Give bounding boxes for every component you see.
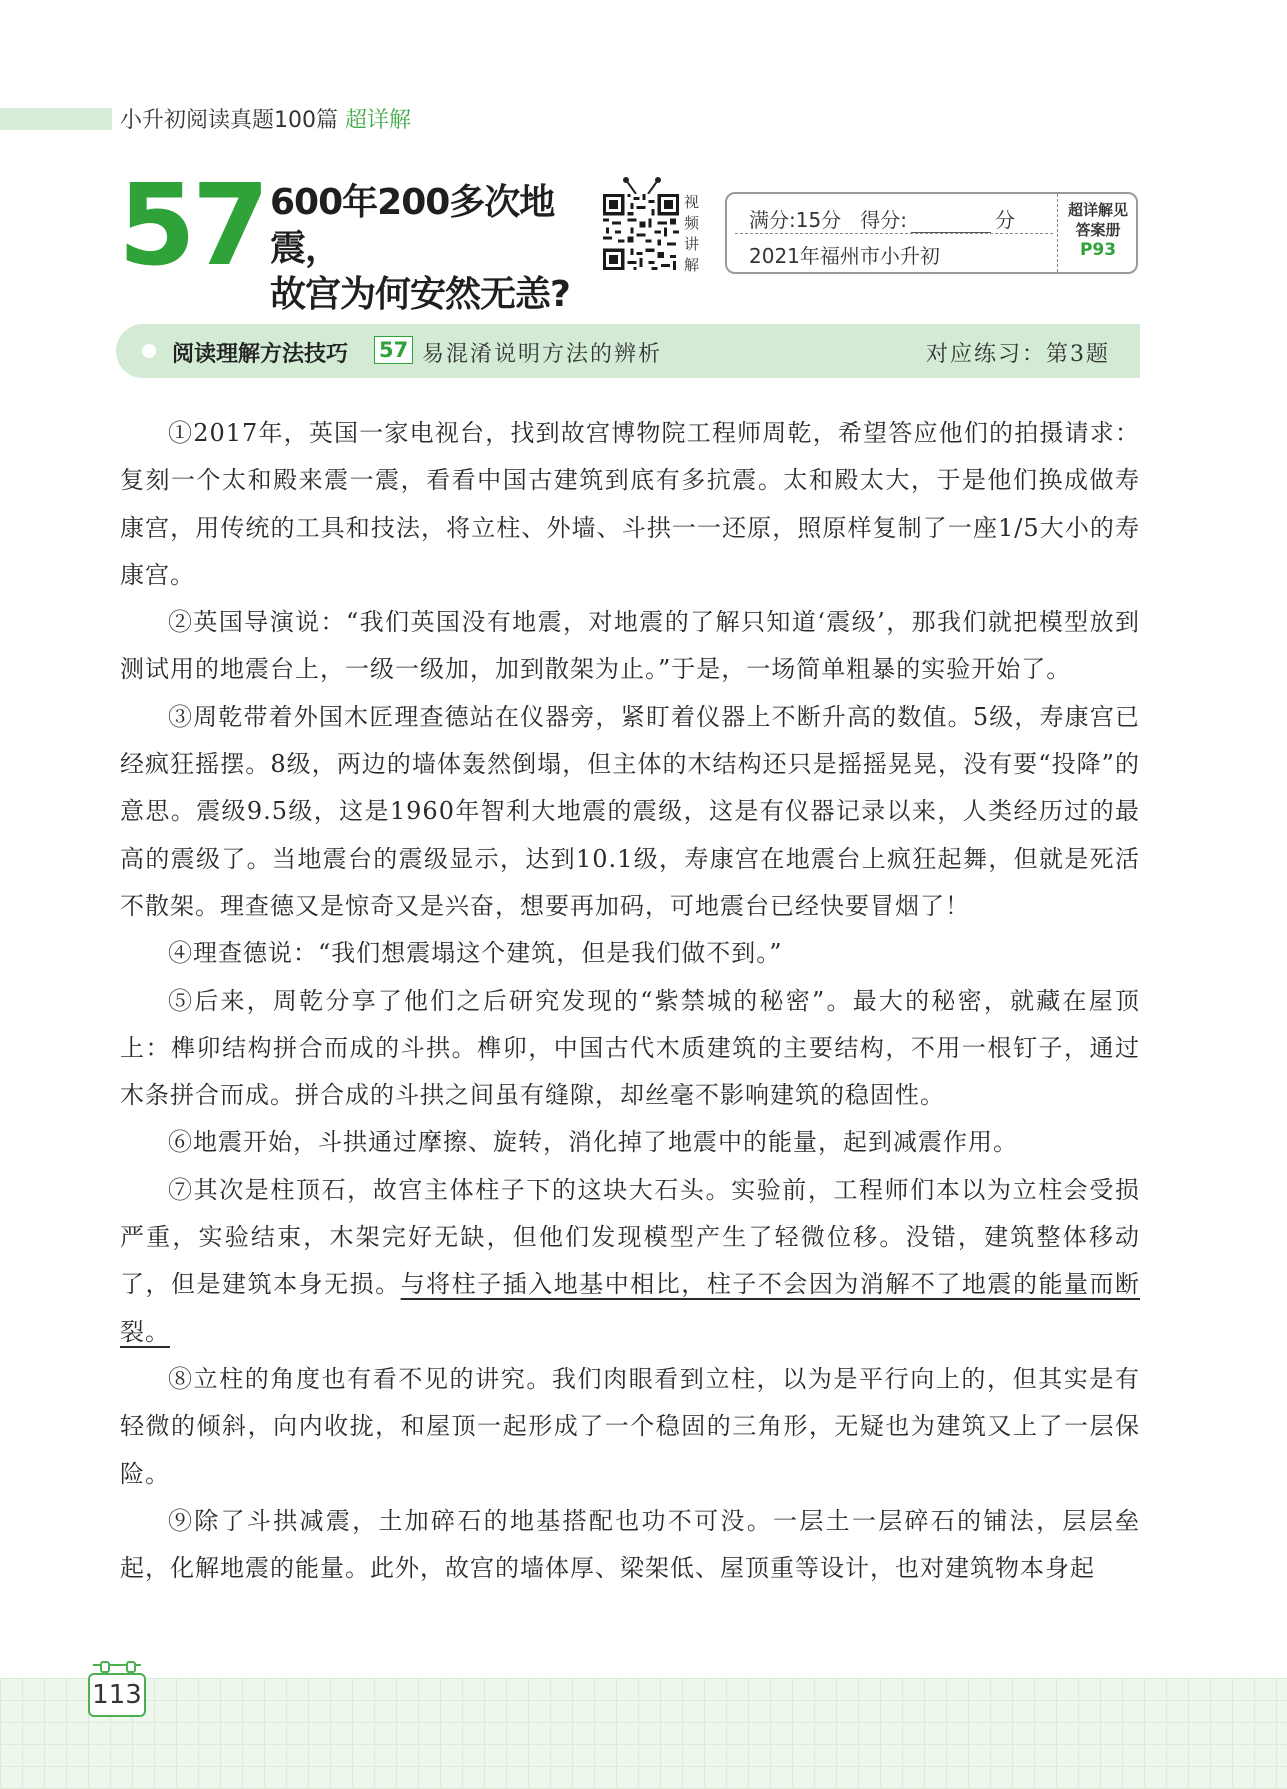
paragraph-4: ④理查德说：“我们想震塌这个建筑，但是我们做不到。” xyxy=(168,939,783,968)
calendar-ring-icon xyxy=(100,1661,110,1673)
bullet-dot-icon xyxy=(142,344,156,358)
page-number: 113 xyxy=(88,1673,146,1717)
paragraph-9: ⑨除了斗拱减震，土加碎石的地基搭配也功不可没。一层土一层碎石的铺法，层层垒起，化解地震的能量。此外，故宫的墙体厚、梁架低、屋顶重等设计，也对建筑物本身起 xyxy=(120,1506,1140,1583)
paragraph-7-text: ⑦其次是柱顶石，故宫主体柱子下的这块大石头。实验前，工程师们本以为立柱会受损严重，实验结束，木架完好无缺，但他们发现模型产生了轻微位移。没错，建筑整体移动了，但是建筑本身无损。 xyxy=(120,1175,1140,1299)
lesson-title-line1: 600年200多次地震， xyxy=(270,182,555,269)
answer-ref xyxy=(1059,200,1137,260)
header-band xyxy=(0,108,112,130)
paragraph-6: ⑥地震开始，斗拱通过摩擦、旋转，消化掉了地震中的能量，起到减震作用。 xyxy=(168,1128,1018,1157)
score-info-left xyxy=(727,194,1057,272)
book-title-highlight: 超详解 xyxy=(345,108,412,133)
score-info-box xyxy=(725,192,1138,274)
qr-label-char: 频 xyxy=(684,214,700,232)
calendar-ring-icon xyxy=(126,1661,136,1673)
score-blank[interactable] xyxy=(911,214,991,233)
book-title xyxy=(120,103,411,134)
method-label: 阅读理解方法技巧 xyxy=(172,342,349,367)
method-number: 57 xyxy=(374,336,413,364)
paragraph-2: ②英国导演说：“我们英国没有地震，对地震的了解只知道‘震级’，那我们就把模型放到测试用的地震台上，一级一级加，加到散架为止。”于是，一场简单粗暴的实验开始了。 xyxy=(120,608,1140,684)
lesson-number: 57 xyxy=(118,161,266,291)
method-bar xyxy=(116,324,1140,378)
answer-ref-page: P93 xyxy=(1079,240,1117,260)
answer-ref-line2: 答案册 xyxy=(1075,221,1121,239)
underlined-sentence: 与将柱子插入地基中相比，柱子不会因为消解不了地震的能量而断裂。 xyxy=(120,1270,1140,1346)
method-practice: 对应练习：第3题 xyxy=(926,342,1110,367)
info-vertical-divider xyxy=(1057,194,1058,272)
grid-footer xyxy=(0,1678,1287,1789)
qr-label-char: 讲 xyxy=(684,235,700,253)
paragraph-8: ⑧立柱的角度也有看不见的讲究。我们肉眼看到立柱，以为是平行向上的，但其实是有轻微的倾斜，向内收拢，和屋顶一起形成了一个稳固的三角形，无疑也为建筑又上了一层保险。 xyxy=(120,1364,1140,1488)
article-body xyxy=(120,410,1140,1592)
score-unit: 分 xyxy=(995,208,1016,232)
lesson-title xyxy=(270,180,600,318)
qr-label-char: 解 xyxy=(684,256,700,274)
source-label: 2021年福州市小升初 xyxy=(749,244,940,268)
paragraph-5: ⑤后来，周乾分享了他们之后研究发现的“紫禁城的秘密”。最大的秘密，就藏在屋顶上：榫卯结构拼合而成的斗拱。榫卯，中国古代木质建筑的主要结构，不用一根钉子，通过木条拼合而成。拼合成的斗拱之间虽有缝隙，却丝毫不影响建筑的稳固性。 xyxy=(120,986,1140,1110)
full-score-label: 满分:15分 xyxy=(749,208,842,232)
lesson-title-line2: 故宫为何安然无恙? xyxy=(270,274,570,315)
paragraph-3: ③周乾带着外国木匠理查德站在仪器旁，紧盯着仪器上不断升高的数值。5级，寿康宫已经疯狂摇摆。8级，两边的墙体轰然倒塌，但主体的木结构还只是摇摇晃晃，没有要“投降”的意思。震级9.5级，这是1960年智利大地震的震级，这是有仪器记录以来，人类经历过的最高的震级了。当地震台的震级显示，达到10.1级，寿康宫在地震台上疯狂起舞，但就是死活不散架。理查德又是惊奇又是兴奋，想要再加码，可地震台已经快要冒烟了！ xyxy=(120,702,1140,920)
book-title-main: 小升初阅读真题100篇 xyxy=(120,108,338,133)
paragraph-1: ①2017年，英国一家电视台，找到故宫博物院工程师周乾，希望答应他们的拍摄请求：复刻一个太和殿来震一震，看看中国古建筑到底有多抗震。太和殿太大，于是他们换成做寿康宫，用传统的工具和技法，将立柱、外墙、斗拱一一还原，照原样复制了一座1/5大小的寿康宫。 xyxy=(120,419,1140,589)
answer-ref-line1: 超详解见 xyxy=(1067,201,1128,219)
got-score-label: 得分: xyxy=(860,208,908,232)
qr-code-icon[interactable] xyxy=(603,192,679,272)
qr-label-char: 视 xyxy=(684,193,700,211)
qr-label xyxy=(684,192,706,276)
score-row xyxy=(749,204,1015,233)
paragraph-7 xyxy=(120,1167,1140,1356)
info-divider xyxy=(735,233,1053,234)
method-topic: 易混淆说明方法的辨析 xyxy=(422,342,663,367)
